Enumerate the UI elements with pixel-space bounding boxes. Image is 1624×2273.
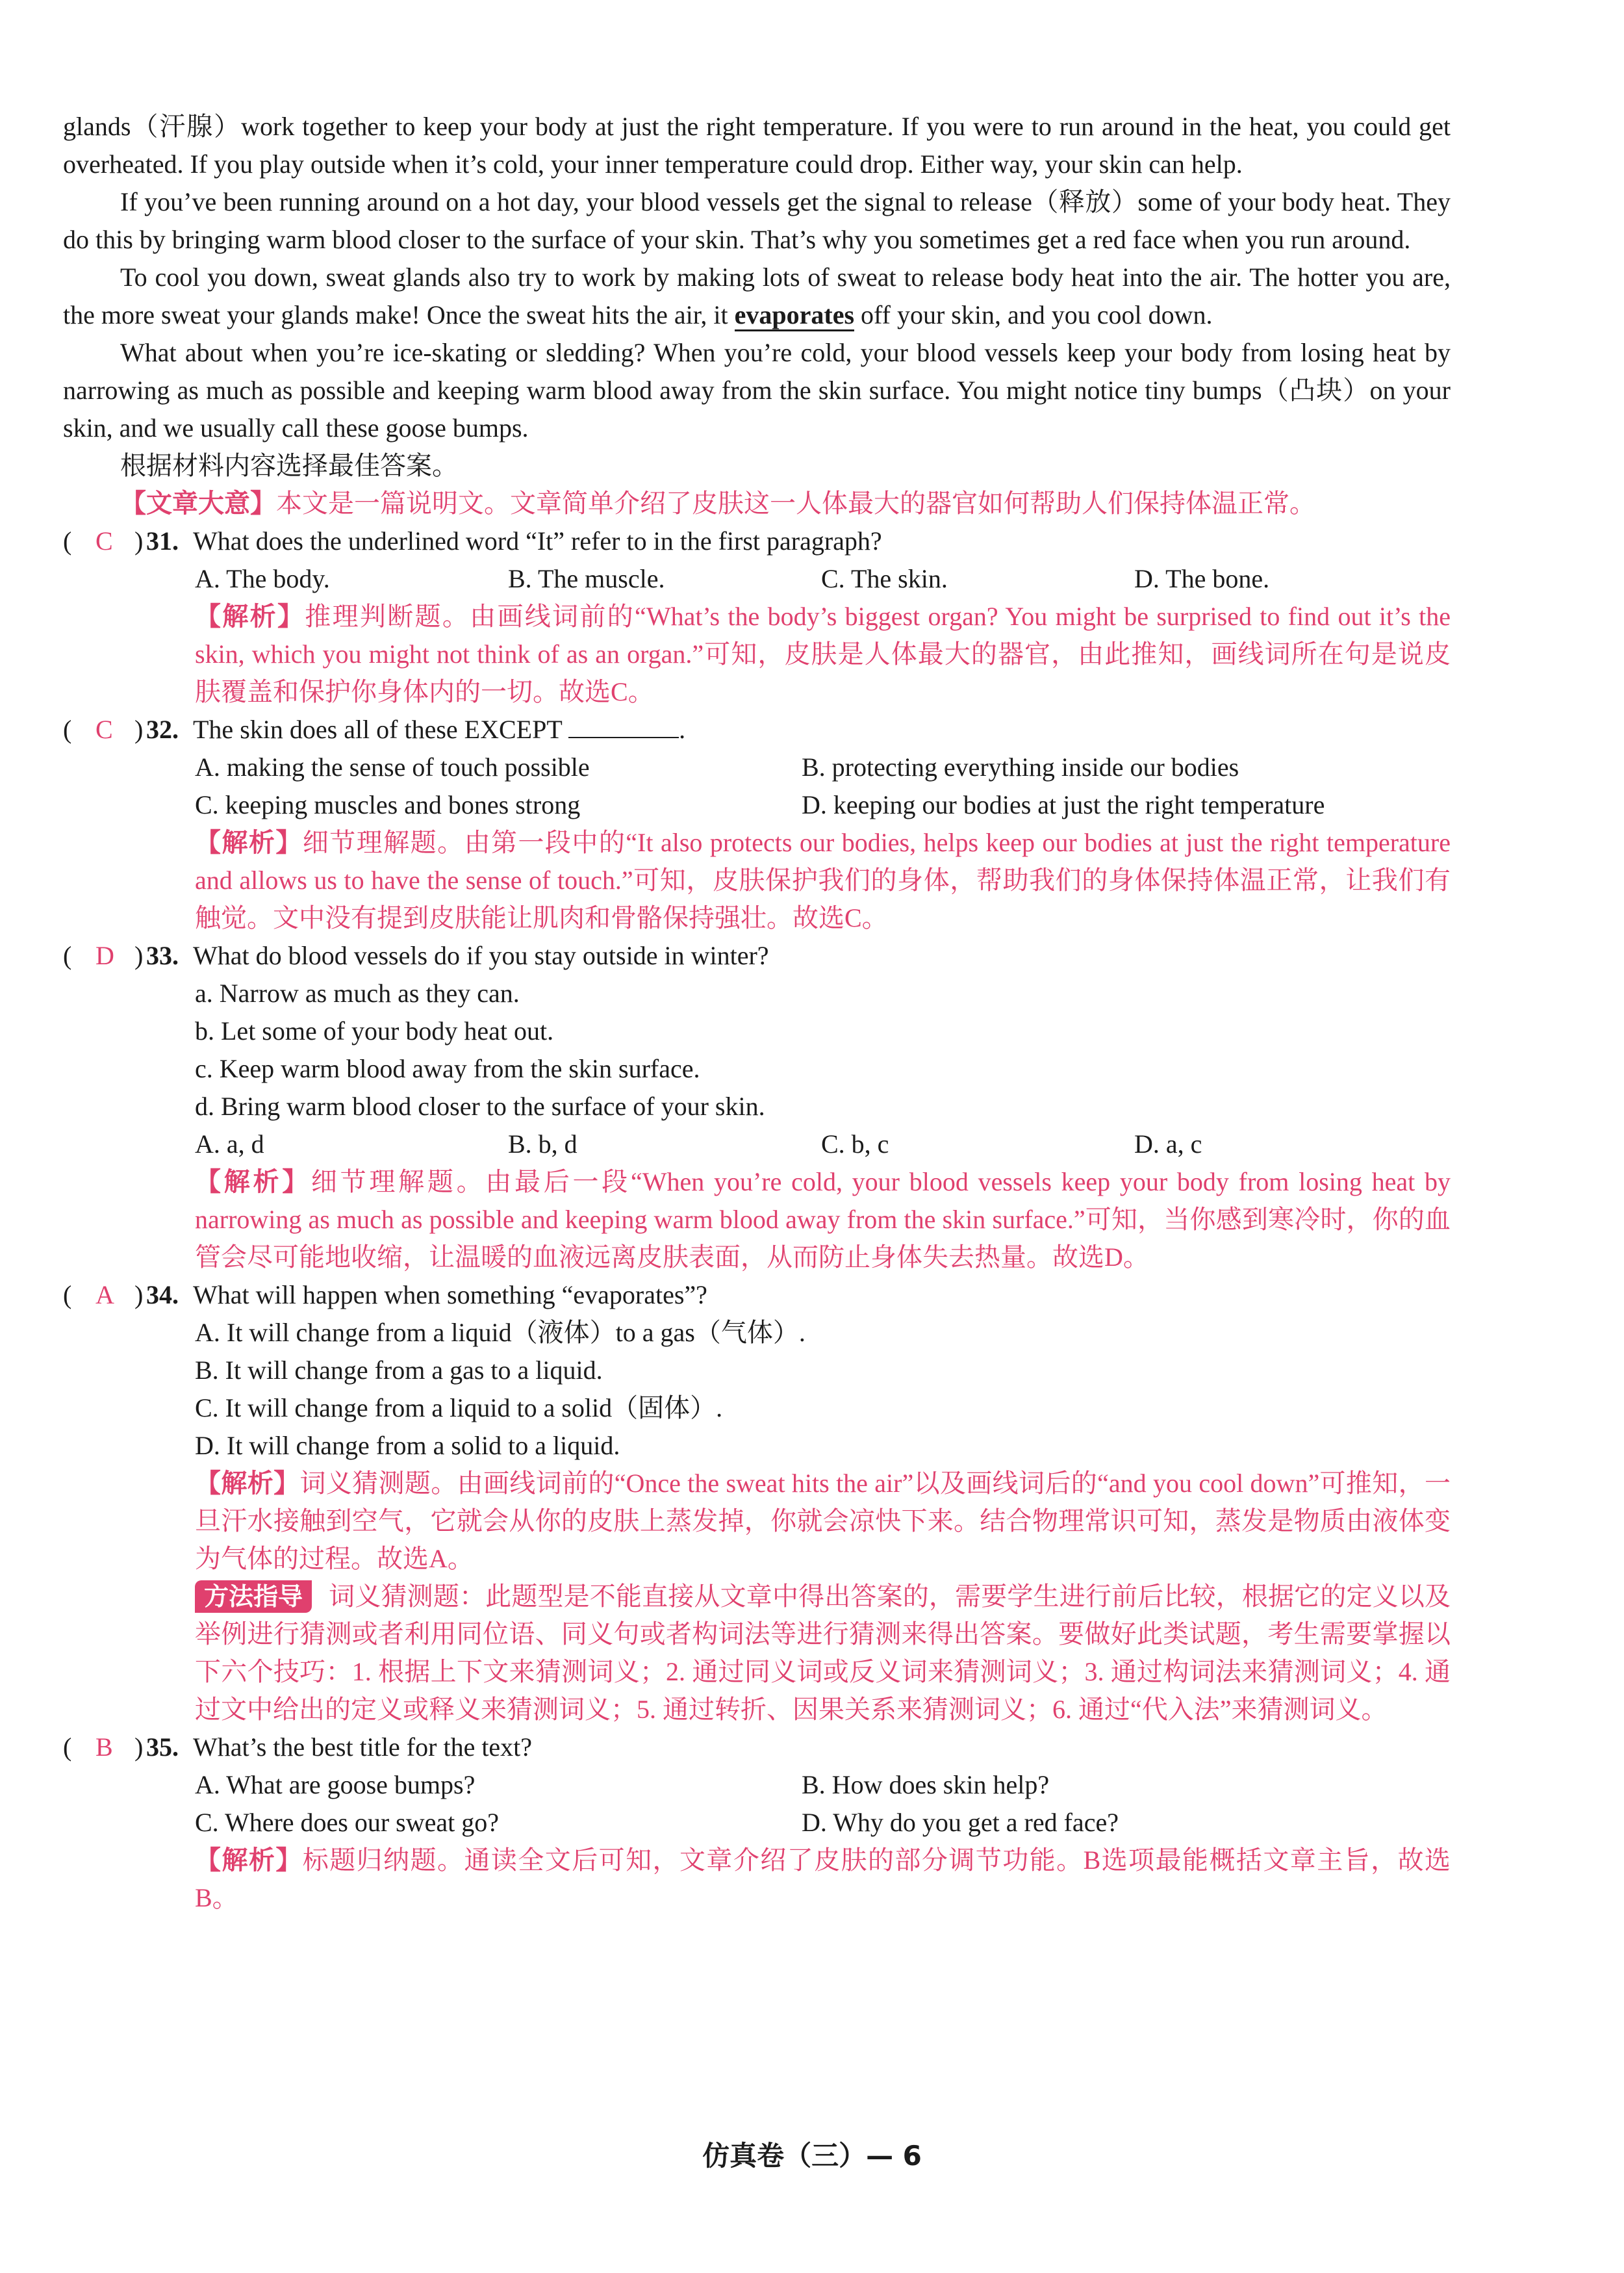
analysis-text: 词义猜测题。由画线词前的“Once the sweat hits the air”以及画线词后的“and you cool down”可推知，一旦汗水接触到空气，它就会从你的皮肤上蒸发掉，你就会凉快下来。结合物理常识可知，蒸发是物质由液体变为气体的过程。故选A。	[195, 1469, 1451, 1573]
options	[195, 560, 1451, 598]
analysis-text: 推理判断题。由画线词前的“What’s the body’s biggest organ? You might be surprised to find out it’s the skin, which you might not think of as an organ.”可知，皮肤是人体最大的器官，由此推知，画线词所在句是说皮肤覆盖和保护你身体内的一切。故选C。	[195, 602, 1451, 706]
option-d: D. Why do you get a red face?	[802, 1808, 1119, 1837]
content	[63, 108, 1451, 1917]
analysis-text: 细节理解题。由第一段中的“It also protects our bodies, helps keep our bodies at just the right temperature and allows us to have the sense of touch.”可知，皮肤保护我们的身体，帮助我们的身体保持体温正常，让我们有触觉。文中没有提到皮肤能让肌肉和骨骼保持强壮。故选C。	[195, 828, 1451, 932]
statement-c: c. Keep warm blood away from the skin surface.	[195, 1054, 700, 1083]
option-c: C. Where does our sweat go?	[195, 1808, 500, 1837]
option-d: D. The bone.	[1134, 564, 1270, 593]
option-b: B. b, d	[508, 1129, 577, 1159]
option-b: B. It will change from a gas to a liquid.	[195, 1355, 603, 1385]
analysis-text: 标题归纳题。通读全文后可知，文章介绍了皮肤的部分调节功能。B选项最能概括文章主旨，故选B。	[195, 1845, 1451, 1912]
answer: C	[95, 526, 113, 556]
method-text: 词义猜测题：此题型是不能直接从文章中得出答案的，需要学生进行前后比较，根据它的定义以及举例进行猜测或者利用同位语、同义句或者构词法等进行猜测来得出答案。要做好此类试题，考生需要掌握以下六个技巧：1. 根据上下文来猜测词义；2. 通过同义词或反义词来猜测词义；3. 通过构词法来猜测词义；4. 通过文中给出的定义或释义来猜测词义；5. 通过转折、因果关系来猜测词义；6. 通过“代入法”来猜测词义。	[195, 1582, 1451, 1724]
analysis	[195, 1465, 1451, 1578]
question-number: 34.	[146, 1280, 179, 1309]
options	[195, 1125, 1451, 1163]
option-b: B. How does skin help?	[802, 1770, 1050, 1799]
analysis	[195, 598, 1451, 711]
question-33: ( D ) 33. What do blood vessels do if you stay outside in winter? a. Narrow as much as they can. b. Let some of your body heat out. c. Keep warm blood away from the skin surface. d. Bring warm blood closer to the surface of your skin. A. a, d B. b, d C. b, c D. a, c 【解析】细节理解题。由最后一段“When you’re cold, your blood vessels keep your body from losing heat by narrowing as much as possible and keeping warm blood away from the skin surface.”可知，当你感到寒冷时，你的血管会尽可能地收缩，让温暖的血液远离皮肤表面，从而防止身体失去热量。故选D。	[63, 937, 1451, 1276]
options	[195, 1766, 1451, 1842]
instruction: 根据材料内容选择最佳答案。	[120, 451, 458, 480]
question-number: 31.	[146, 526, 179, 556]
question-text: What do blood vessels do if you stay outside in winter?	[193, 941, 769, 970]
analysis	[195, 824, 1451, 937]
options	[195, 1314, 1451, 1465]
summary-tag: 【文章大意】	[120, 489, 276, 518]
analysis	[195, 1842, 1451, 1917]
method-tag: 方法指导	[195, 1580, 312, 1613]
answer: D	[95, 941, 114, 970]
question-32: ( C ) 32. The skin does all of these EXCEPT . A. making the sense of touch possible B. protecting everything inside our bodies C. keeping muscles and bones strong D. keeping our bodies at just the right temperature 【解析】细节理解题。由第一段中的“It also protects our bodies, helps keep our bodies at just the right temperature and allows us to have the sense of touch.”可知，皮肤保护我们的身体，帮助我们的身体保持体温正常，让我们有触觉。文中没有提到皮肤能让肌肉和骨骼保持强壮。故选C。	[63, 711, 1451, 937]
method-guide	[195, 1578, 1451, 1728]
summary-text: 本文是一篇说明文。文章简单介绍了皮肤这一人体最大的器官如何帮助人们保持体温正常。	[276, 489, 1315, 518]
question-31: ( C ) 31. What does the underlined word “It” refer to in the first paragraph? A. The body. B. The muscle. C. The skin. D. The bone. 【解析】推理判断题。由画线词前的“What’s the body’s biggest organ? You might be surprised to find out it’s the skin, which you might not think of as an organ.”可知，皮肤是人体最大的器官，由此推知，画线词所在句是说皮肤覆盖和保护你身体内的一切。故选C。	[63, 522, 1451, 711]
analysis-tag: 【解析】	[195, 1845, 303, 1875]
passage-paragraph-3	[63, 259, 1451, 334]
option-c: C. keeping muscles and bones strong	[195, 790, 581, 819]
passage-paragraph-4: What about when you’re ice-skating or sledding? When you’re cold, your blood vessels keep your body from losing heat by narrowing as much as possible and keeping warm blood away from the skin surface. You might notice tiny bumps（凸块）on your skin, and we usually call these goose bumps.	[63, 338, 1451, 443]
question-text: The skin does all of these EXCEPT .	[193, 715, 686, 744]
option-a: A. The body.	[195, 564, 330, 593]
option-c: C. b, c	[821, 1129, 889, 1159]
answer: B	[95, 1732, 113, 1762]
summary	[120, 485, 1451, 522]
answer: A	[95, 1280, 114, 1309]
question-number: 33.	[146, 941, 179, 970]
passage-paragraph-1: glands（汗腺）work together to keep your body at just the right temperature. If you were to run around in the heat, you could get overheated. If you play outside when it’s cold, your inner temperature could drop. Either way, your skin can help.	[63, 112, 1451, 179]
option-c: C. The skin.	[821, 564, 948, 593]
question-35: ( B ) 35. What’s the best title for the text? A. What are goose bumps? B. How does skin help? C. Where does our sweat go? D. Why do you get a red face? 【解析】标题归纳题。通读全文后可知，文章介绍了皮肤的部分调节功能。B选项最能概括文章主旨，故选B。	[63, 1728, 1451, 1917]
statement-d: d. Bring warm blood closer to the surface of your skin.	[195, 1092, 765, 1121]
analysis-tag: 【解析】	[195, 602, 305, 631]
analysis-text: 细节理解题。由最后一段“When you’re cold, your blood vessels keep your body from losing heat by narrowing as much as possible and keeping warm blood away from the skin surface.”可知，当你感到寒冷时，你的血管会尽可能地收缩，让温暖的血液远离皮肤表面，从而防止身体失去热量。故选D。	[195, 1167, 1451, 1272]
option-b: B. protecting everything inside our bodies	[802, 752, 1239, 782]
p3-after: off your skin, and you cool down.	[854, 300, 1213, 329]
question-number: 32.	[146, 715, 179, 744]
option-d: D. It will change from a solid to a liquid.	[195, 1431, 620, 1460]
answer-blank	[568, 715, 679, 738]
question-number: 35.	[146, 1732, 179, 1762]
analysis-tag: 【解析】	[195, 828, 303, 857]
page-footer: 仿真卷（三）— 6	[702, 2140, 922, 2172]
passage-paragraph-2: If you’ve been running around on a hot day, your blood vessels get the signal to release（释放）some of your body heat. They do this by bringing warm blood closer to the surface of your skin. That’s why you sometimes get a red face when you run around.	[63, 187, 1451, 254]
analysis	[195, 1163, 1451, 1276]
options	[195, 749, 1451, 824]
option-a: A. making the sense of touch possible	[195, 752, 590, 782]
option-d: D. a, c	[1134, 1129, 1202, 1159]
option-a: A. What are goose bumps?	[195, 1770, 476, 1799]
option-a: A. It will change from a liquid（液体）to a gas（气体）.	[195, 1318, 806, 1347]
option-b: B. The muscle.	[508, 564, 665, 593]
question-text: What’s the best title for the text?	[193, 1732, 533, 1762]
analysis-tag: 【解析】	[195, 1167, 311, 1196]
option-a: A. a, d	[195, 1129, 264, 1159]
question-34: ( A ) 34. What will happen when something “evaporates”? A. It will change from a liquid（液体）to a gas（气体）. B. It will change from a gas to a liquid. C. It will change from a liquid to a solid（固体）. D. It will change from a solid to a liquid. 【解析】词义猜测题。由画线词前的“Once the sweat hits the air”以及画线词后的“and you cool down”可推知，一旦汗水接触到空气，它就会从你的皮肤上蒸发掉，你就会凉快下来。结合物理常识可知，蒸发是物质由液体变为气体的过程。故选A。 方法指导 词义猜测题：此题型是不能直接从文章中得出答案的，需要学生进行前后比较，根据它的定义以及举例进行猜测或者利用同位语、同义句或者构词法等进行猜测来得出答案。要做好此类试题，考生需要掌握以下六个技巧：1. 根据上下文来猜测词义；2. 通过同义词或反义词来猜测词义；3. 通过构词法来猜测词义；4. 通过文中给出的定义或释义来猜测词义；5. 通过转折、因果关系来猜测词义；6. 通过“代入法”来猜测词义。	[63, 1276, 1451, 1728]
question-text: What will happen when something “evaporates”?	[193, 1280, 707, 1309]
option-d: D. keeping our bodies at just the right temperature	[802, 790, 1325, 819]
question-text: What does the underlined word “It” refer to in the first paragraph?	[193, 526, 882, 556]
answer: C	[95, 715, 113, 744]
statement-a: a. Narrow as much as they can.	[195, 979, 520, 1008]
p3-before: To cool you down, sweat glands also try to work by making lots of sweat to release body heat into the air. The hotter you are, the more sweat your glands make! Once the sweat hits the air, it	[63, 263, 1451, 329]
statement-list	[195, 975, 1451, 1125]
option-c: C. It will change from a liquid to a solid（固体）.	[195, 1393, 723, 1422]
underlined-word: evaporates	[735, 300, 854, 331]
statement-b: b. Let some of your body heat out.	[195, 1016, 554, 1046]
analysis-tag: 【解析】	[195, 1469, 300, 1498]
